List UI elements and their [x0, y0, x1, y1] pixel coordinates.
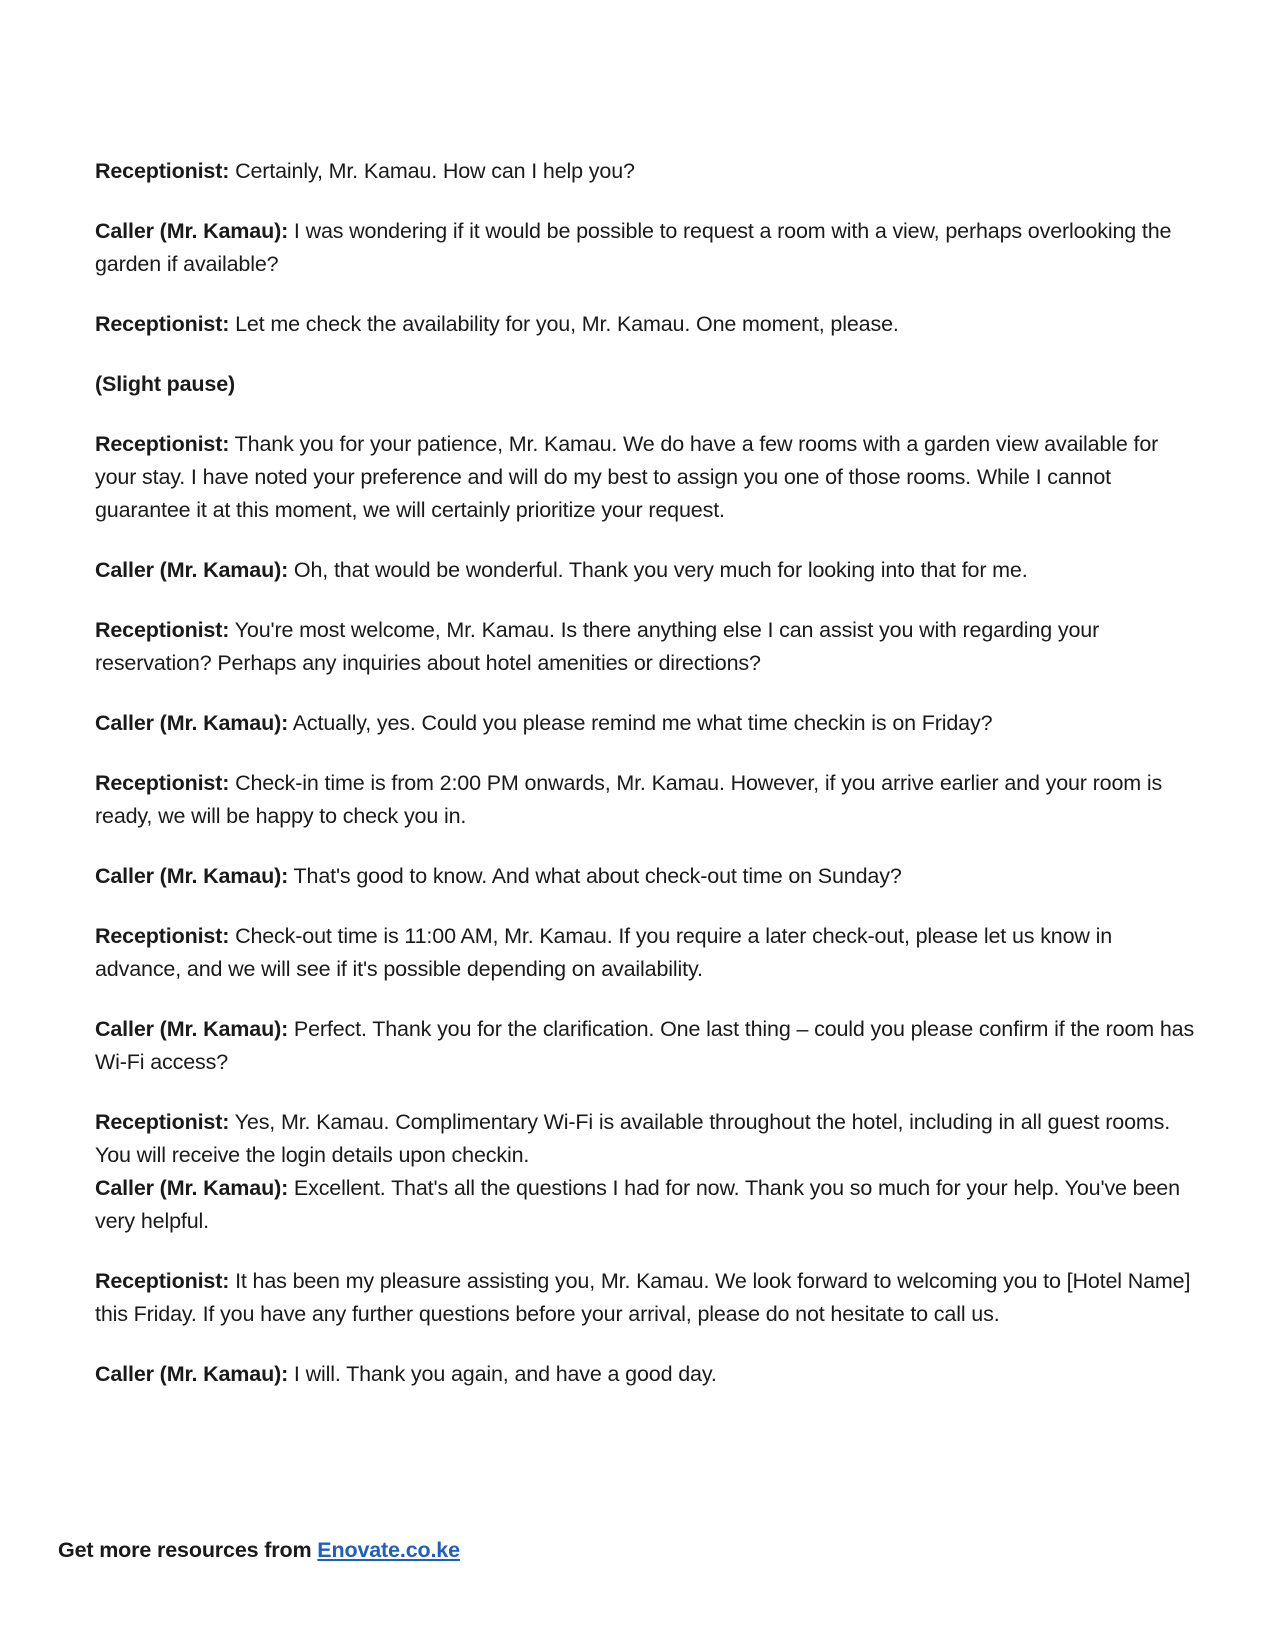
dialogue-line [95, 428, 1195, 527]
dialogue-line [95, 614, 1195, 680]
dialogue-text: Certainly, Mr. Kamau. How can I help you? [235, 159, 635, 183]
dialogue-line [95, 215, 1195, 281]
dialogue-line [95, 1013, 1195, 1079]
speaker-label: Caller (Mr. Kamau): [95, 219, 289, 243]
speaker-label: Receptionist: [95, 159, 230, 183]
dialogue-line [95, 1106, 1195, 1172]
stage-direction [95, 368, 1195, 401]
speaker-label: Receptionist: [95, 432, 230, 456]
speaker-label: Receptionist: [95, 1269, 230, 1293]
dialogue-text: Excellent. That's all the questions I had for now. Thank you so much for your help. You've been very helpful. [95, 1176, 1180, 1233]
footer [58, 1538, 460, 1563]
dialogue-line [95, 1358, 1195, 1391]
speaker-label: Caller (Mr. Kamau): [95, 864, 289, 888]
dialogue-line [95, 155, 1195, 188]
dialogue-text: Actually, yes. Could you please remind me what time checkin is on Friday? [292, 711, 993, 735]
speaker-label: Caller (Mr. Kamau): [95, 711, 289, 735]
dialogue-text: I will. Thank you again, and have a good day. [293, 1362, 717, 1386]
dialogue-line [95, 554, 1195, 587]
footer-prefix: Get more resources from [58, 1538, 312, 1562]
dialogue-text: Check-out time is 11:00 AM, Mr. Kamau. If you require a later check-out, please let us know in advance, and we will see if it's possible depending on availability. [95, 924, 1113, 981]
speaker-label: Receptionist: [95, 1110, 230, 1134]
speaker-label: Receptionist: [95, 771, 230, 795]
dialogue-text: Oh, that would be wonderful. Thank you very much for looking into that for me. [293, 558, 1028, 582]
stage-note: (Slight pause) [95, 372, 236, 396]
dialogue-text: Yes, Mr. Kamau. Complimentary Wi-Fi is available throughout the hotel, including in all guest rooms. You will receive the login details upon checkin. [95, 1110, 1171, 1167]
speaker-label: Caller (Mr. Kamau): [95, 1176, 289, 1200]
dialogue-text: Perfect. Thank you for the clarification. One last thing – could you please confirm if the room has Wi-Fi access? [95, 1017, 1195, 1074]
dialogue-text: It has been my pleasure assisting you, Mr. Kamau. We look forward to welcoming you to [Hotel Name] this Friday. If you have any further questions before your arrival, please do not hesitate to call us. [95, 1269, 1191, 1326]
dialogue-line [95, 308, 1195, 341]
dialogue-text: Thank you for your patience, Mr. Kamau. We do have a few rooms with a garden view available for your stay. I have noted your preference and will do my best to assign you one of those rooms. While I cannot guarantee it at this moment, we will certainly prioritize your request. [95, 432, 1159, 522]
dialogue-text: Let me check the availability for you, Mr. Kamau. One moment, please. [235, 312, 899, 336]
speaker-label: Receptionist: [95, 312, 230, 336]
speaker-label: Receptionist: [95, 924, 230, 948]
dialogue-line [95, 1172, 1195, 1238]
speaker-label: Caller (Mr. Kamau): [95, 1362, 289, 1386]
speaker-label: Caller (Mr. Kamau): [95, 558, 289, 582]
speaker-label: Caller (Mr. Kamau): [95, 1017, 289, 1041]
dialogue-line [95, 707, 1195, 740]
dialogue-text: That's good to know. And what about check-out time on Sunday? [293, 864, 902, 888]
dialogue-text: Check-in time is from 2:00 PM onwards, Mr. Kamau. However, if you arrive earlier and your room is ready, we will be happy to check you in. [95, 771, 1163, 828]
dialogue-body [95, 155, 1195, 1418]
speaker-label: Receptionist: [95, 618, 230, 642]
dialogue-line [95, 767, 1195, 833]
dialogue-text: You're most welcome, Mr. Kamau. Is there anything else I can assist you with regarding your reservation? Perhaps any inquiries about hotel amenities or directions? [95, 618, 1100, 675]
dialogue-line [95, 920, 1195, 986]
resources-link[interactable]: Enovate.co.ke [317, 1538, 460, 1562]
dialogue-line [95, 1265, 1195, 1331]
dialogue-line [95, 860, 1195, 893]
dialogue-text: I was wondering if it would be possible to request a room with a view, perhaps overlooking the garden if available? [95, 219, 1172, 276]
